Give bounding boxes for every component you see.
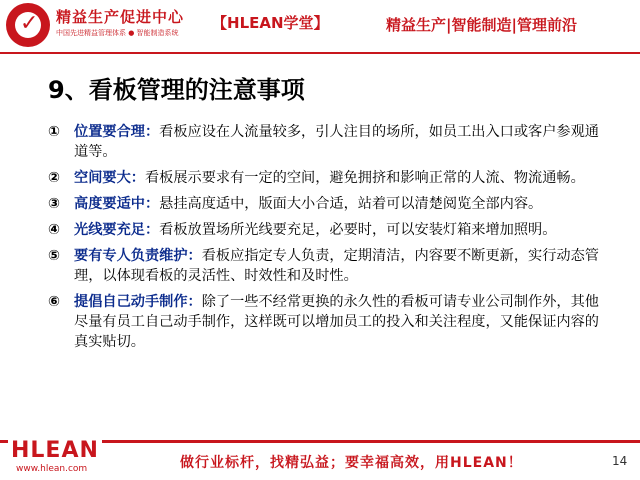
- list-item: [48, 292, 608, 352]
- item-label: 提倡自己动手制作：: [74, 294, 202, 310]
- footer-slogan: 做行业标杆，找精弘益；要幸福高效，用HLEAN！: [180, 455, 523, 471]
- page-number: 14: [612, 454, 628, 468]
- item-text: 看板应指定专人负责，定期清洁，内容要不断更新，实行动态管理，以体现看板的灵活性、时效性和及时性。: [74, 248, 599, 284]
- item-label: 光线要充足：: [74, 222, 160, 238]
- item-label: 高度要适中：: [74, 196, 160, 212]
- header-slogan: 精益生产|智能制造|管理前沿: [386, 16, 577, 34]
- item-label: 要有专人负责维护：: [74, 248, 202, 264]
- list-item: [48, 122, 608, 162]
- logo-text: 精益生产促进中心: [56, 8, 185, 26]
- item-number: ③: [48, 196, 61, 212]
- header-divider: [0, 52, 640, 54]
- item-text: 看板放置场所光线要充足，必要时，可以安装灯箱来增加照明。: [159, 222, 557, 238]
- item-label: 空间要大：: [74, 170, 145, 186]
- center-brand: 【HLEAN学堂】: [212, 14, 329, 32]
- list-item: [48, 168, 608, 188]
- list-item: [48, 220, 608, 240]
- slide-header: [0, 0, 640, 50]
- item-number: ①: [48, 124, 61, 140]
- page-title: 9、看板管理的注意事项: [48, 76, 305, 104]
- footer-logo: [8, 438, 108, 474]
- item-text: 除了一些不经常更换的永久性的看板可请专业公司制作外，其他尽量有员工自己动手制作，这样既可以增加员工的投入和关注程度，又能保证内容的真实贴切。: [74, 294, 599, 350]
- list-item: [48, 246, 608, 286]
- list-item: [48, 194, 608, 214]
- footer-logo-text: HLEAN: [8, 438, 102, 463]
- item-text: 看板展示要求有一定的空间，避免拥挤和影响正常的人流、物流通畅。: [144, 170, 585, 186]
- item-text: 看板应设在人流量较多，引人注目的场所，如员工出入口或客户参观通道等。: [74, 124, 599, 160]
- footer-url: www.hlean.com: [16, 464, 88, 474]
- item-label: 位置要合理：: [74, 124, 160, 140]
- item-number: ⑤: [48, 248, 61, 264]
- item-number: ②: [48, 170, 61, 186]
- item-number: ⑥: [48, 294, 61, 310]
- item-text: 悬挂高度适中，版面大小合适，站着可以清楚阅览全部内容。: [159, 196, 543, 212]
- logo-subtitle: 中国先进精益管理体系 ● 智能制造系统: [56, 29, 179, 37]
- item-list: [48, 122, 608, 358]
- brand-logo-icon: ✓: [6, 3, 50, 47]
- item-number: ④: [48, 222, 61, 238]
